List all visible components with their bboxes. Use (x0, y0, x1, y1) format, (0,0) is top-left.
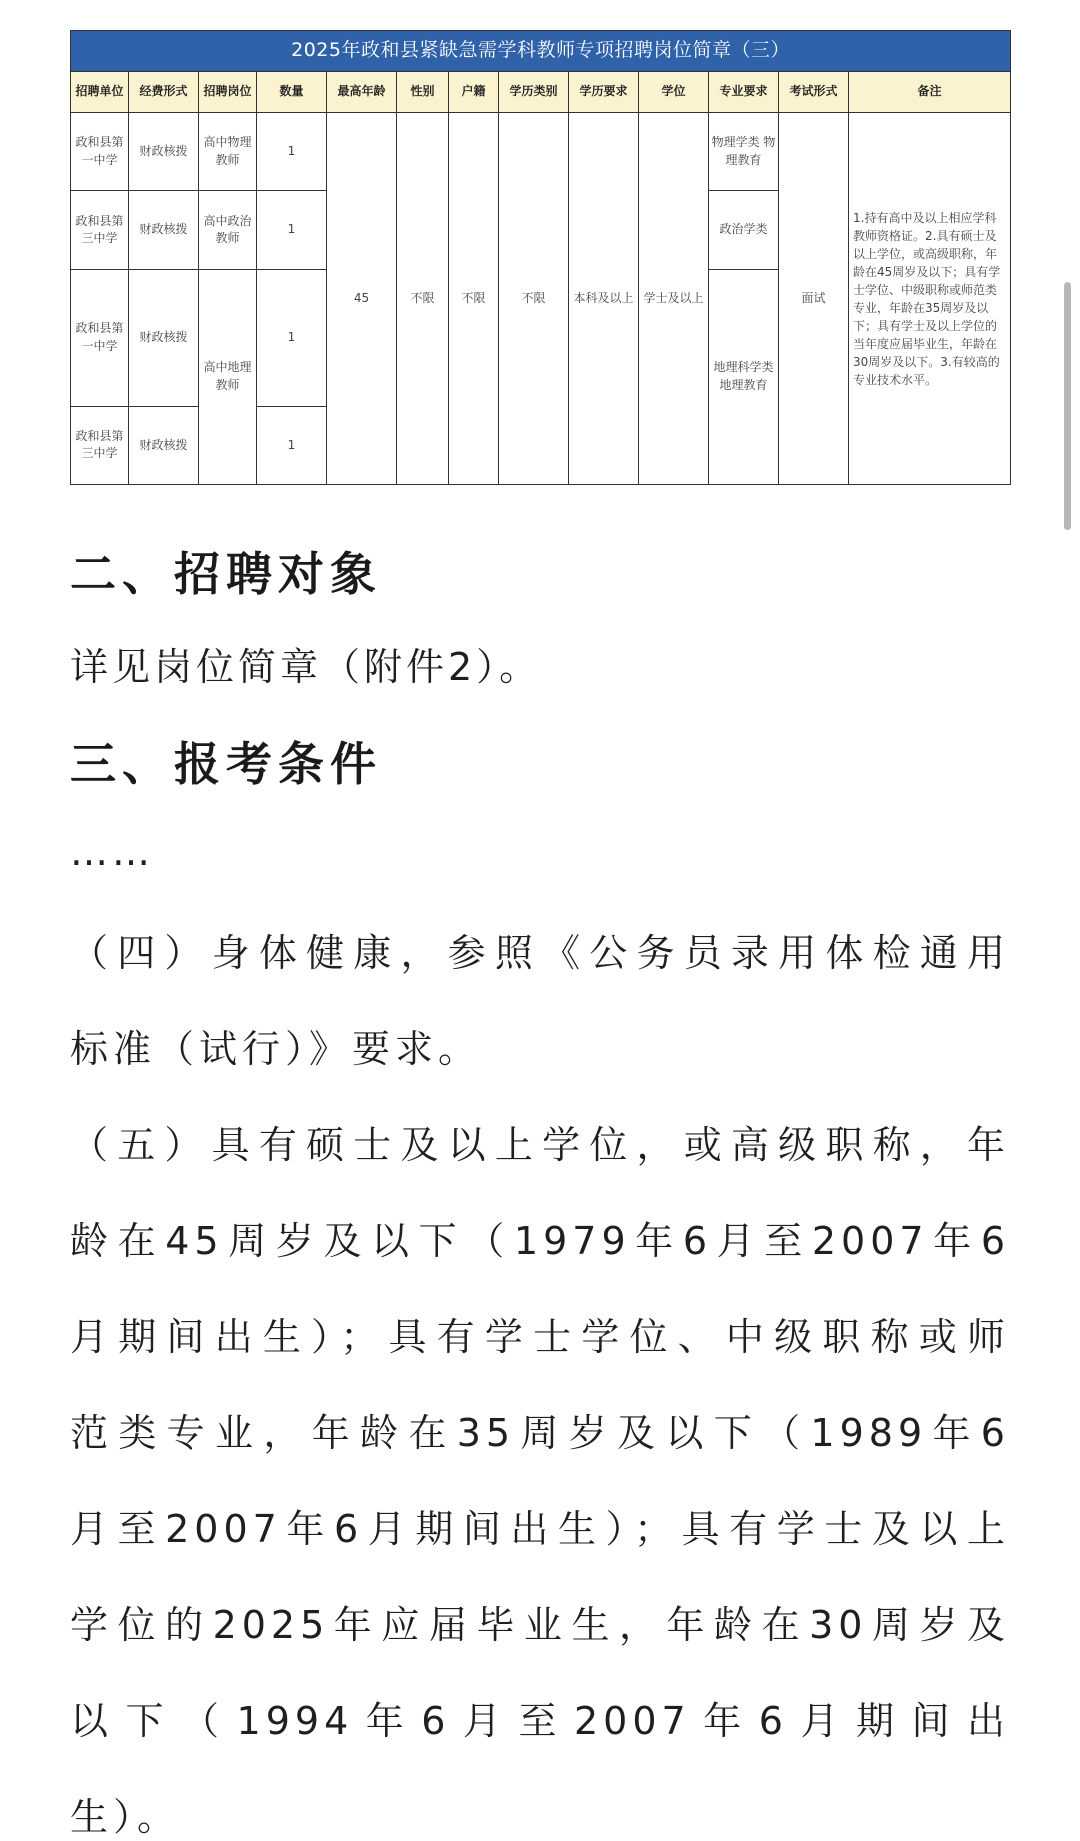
header-note: 备注 (849, 72, 1011, 113)
ellipsis-text: …… (70, 830, 154, 874)
vertical-scrollbar[interactable] (1064, 282, 1071, 530)
header-edu-req: 学历要求 (569, 72, 639, 113)
cell-post: 高中地理教师 (199, 269, 257, 484)
cell-unit: 政和县第三中学 (71, 406, 129, 484)
section-heading-requirements: 三、报考条件 (70, 737, 382, 791)
cell-count: 1 (257, 191, 327, 269)
header-max-age: 最高年龄 (327, 72, 397, 113)
cell-funding: 财政核拨 (129, 191, 199, 269)
recruitment-table (70, 30, 1011, 485)
cell-unit: 政和县第三中学 (71, 191, 129, 269)
cell-funding: 财政核拨 (129, 269, 199, 406)
cell-note: 1.持有高中及以上相应学科教师资格证。2.具有硕士及以上学位，或高级职称，年龄在45周岁及以下；具有学士学位、中级职称或师范类专业，年龄在35周岁及以下；具有学士及以上学位的当年度应届毕业生，年龄在30周岁及以下。3.有较高的专业技术水平。 (849, 113, 1011, 485)
cell-post: 高中政治教师 (199, 191, 257, 269)
body-line: 学位的2025年应届毕业生，年龄在30周岁及 (70, 1603, 1010, 1647)
body-line: （五）具有硕士及以上学位，或高级职称，年 (70, 1123, 1010, 1167)
header-exam: 考试形式 (779, 72, 849, 113)
header-unit: 招聘单位 (71, 72, 129, 113)
recruitment-table-image (70, 30, 1010, 485)
body-line: （四）身体健康，参照《公务员录用体检通用 (70, 931, 1010, 975)
cell-hukou: 不限 (449, 113, 499, 485)
body-line: 标准（试行）》要求。 (70, 1027, 482, 1071)
body-line: 月期间出生）；具有学士学位、中级职称或师 (70, 1315, 1010, 1359)
header-hukou: 户籍 (449, 72, 499, 113)
table-title: 2025年政和县紧缺急需学科教师专项招聘岗位简章（三） (71, 31, 1011, 72)
header-gender: 性别 (397, 72, 449, 113)
header-edu-type: 学历类别 (499, 72, 569, 113)
header-funding: 经费形式 (129, 72, 199, 113)
cell-major: 地理科学类 地理教育 (709, 269, 779, 484)
cell-major: 物理学类 物理教育 (709, 113, 779, 191)
table-row (71, 113, 1011, 191)
cell-post: 高中物理教师 (199, 113, 257, 191)
header-count: 数量 (257, 72, 327, 113)
cell-count: 1 (257, 269, 327, 406)
body-line: 月至2007年6月期间出生）；具有学士及以上 (70, 1507, 1010, 1551)
cell-major: 政治学类 (709, 191, 779, 269)
cut-off-text-top (70, 0, 1010, 10)
cell-unit: 政和县第一中学 (71, 269, 129, 406)
cell-edu-type: 不限 (499, 113, 569, 485)
cell-unit: 政和县第一中学 (71, 113, 129, 191)
cell-funding: 财政核拨 (129, 406, 199, 484)
cell-count: 1 (257, 406, 327, 484)
body-line: 以下（1994年6月至2007年6月期间出 (70, 1699, 1010, 1743)
cell-edu-req: 本科及以上 (569, 113, 639, 485)
cell-count: 1 (257, 113, 327, 191)
body-line: 范类专业，年龄在35周岁及以下（1989年6 (70, 1411, 1010, 1455)
cell-degree: 学士及以上 (639, 113, 709, 485)
cell-gender: 不限 (397, 113, 449, 485)
cell-funding: 财政核拨 (129, 113, 199, 191)
cell-exam: 面试 (779, 113, 849, 485)
section-heading-recruitment-targets: 二、招聘对象 (70, 547, 382, 601)
header-post: 招聘岗位 (199, 72, 257, 113)
cell-max-age: 45 (327, 113, 397, 485)
header-major: 专业要求 (709, 72, 779, 113)
body-line: 龄在45周岁及以下（1979年6月至2007年6 (70, 1219, 1010, 1263)
paragraph-see-attachment: 详见岗位简章（附件2）。 (70, 645, 542, 689)
body-line: 生）。 (70, 1795, 181, 1839)
header-degree: 学位 (639, 72, 709, 113)
